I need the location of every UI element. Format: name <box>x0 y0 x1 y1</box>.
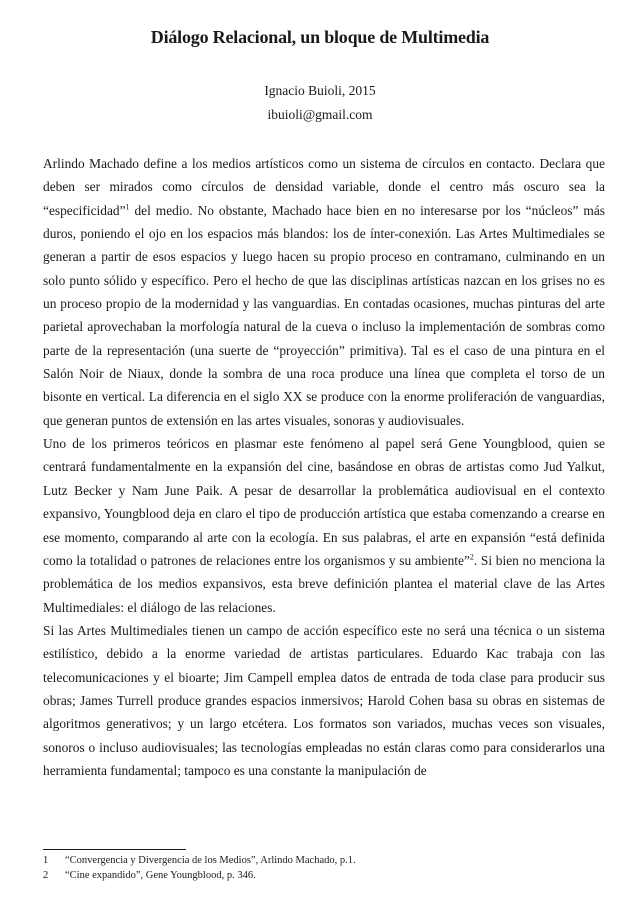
author-line: Ignacio Buioli, 2015 <box>264 83 376 98</box>
paragraph-2-text-a: Uno de los primeros teóricos en plasmar este fenómeno al papel será Gene Youngblood, quien se centrará fundamentalmente en la expansión del cine, basándose en obras de artistas como Jud Yalkut, Lutz Becker y Nam June Paik. A pesar de desarrollar la problemática audiovisual en el contexto expansivo, Youngblood deja en claro el tipo de producción artística que estaba comenzando a crearse en ese momento, comparando al arte con la ecología. En sus palabras, el arte en expansión “está definida como la totalidad o patrones de relaciones entre los organismos y su ambiente” <box>43 436 605 568</box>
footnote-2-number: 2 <box>43 870 49 881</box>
paragraph-2-text-b: . Si bien no menciona la problemática de los medios expansivos, esta breve definición plantea el material clave de las Artes Multimediales: el diálogo de las relaciones. <box>43 552 605 615</box>
footnote-1-number: 1 <box>43 855 49 866</box>
paragraph-3: Si las Artes Multimediales tienen un campo de acción específico este no será una técnica o un sistema estilístico, debido a la enorme variedad de artistas particulares. Eduardo Kac trabaja con las telecomunicaciones y el bioarte; Jim Campell emplea datos de entrada de toda clase para producir sus obras; James Turrell produce grandes espacios inmersivos; Harold Cohen basa su obras en sistemas de algoritmos generativos; y un largo etcétera. Los formatos son variados, muchas veces son visuales, sonoros o incluso audiovisuales; las tecnologías empleadas no están claras como para considerarlos una herramienta fundamental; tampoco es una constante la manipulación de <box>43 622 605 778</box>
author-email: ibuioli@gmail.com <box>267 107 373 122</box>
paragraph-1-text-b: del medio. No obstante, Machado hace bien en no interesarse por los “núcleos” más duros, poniendo el ojo en los espacios más blandos: los de ínter-conexión. Las Artes Multimediales se generan a partir de esos espacios y luego hacen su propio proceso en contramano, culminando en un solo punto sólido y específico. Pero el hecho de que las disciplinas artísticas nazcan en los grises no es un proceso propio de la modernidad y las vanguardias. En contadas ocasiones, muchas pinturas del arte parietal aprovechaban la morfología natural de la cueva o incluso la implementación de sombras como parte de la representación (una suerte de “proyección” primitiva). Tal es el caso de una pintura en el Salón Noir de Niaux, donde la sombra de una roca produce una línea que completa el torso de un bisonte en vertical. La diferencia en el siglo XX se produce con la enorme proliferación de vanguardias, que generan puntos de extensión en las artes visuales, sonoras y audiovisuales. <box>43 202 605 428</box>
footnote-ref-2: 2 <box>469 552 474 562</box>
paragraph-1-text-a: Arlindo Machado define a los medios artísticos como un sistema de círculos en contacto. Declara que deben ser mirados como círculos de densidad variable, donde el centro más oscuro sea la “especificidad” <box>43 156 605 218</box>
footnote-2 <box>43 868 605 883</box>
footnote-2-text: “Cine expandido”, Gene Youngblood, p. 346. <box>65 870 256 881</box>
footnote-1-text: “Convergencia y Divergencia de los Medios”, Arlindo Machado, p.1. <box>65 855 356 866</box>
footnote-1 <box>43 853 605 868</box>
body-text <box>43 152 605 782</box>
footnote-ref-1: 1 <box>125 202 130 212</box>
footnotes <box>43 853 605 883</box>
paragraph-2 <box>43 432 605 619</box>
page-title: Diálogo Relacional, un bloque de Multimedia <box>150 27 490 47</box>
footnote-divider <box>43 849 186 850</box>
paragraph-1 <box>43 152 605 432</box>
